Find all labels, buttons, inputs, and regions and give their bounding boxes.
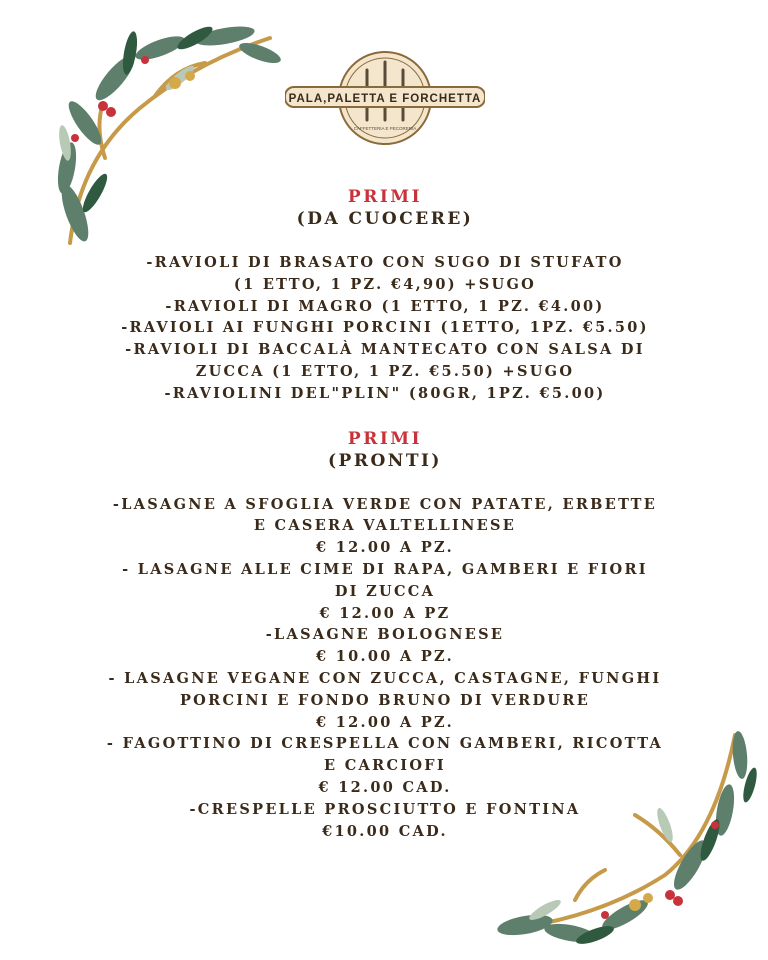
menu-line: € 12.00 A PZ xyxy=(319,604,451,622)
menu-line: -RAVIOLI DI BRASATO CON SUGO DI STUFATO xyxy=(146,254,624,271)
menu-line: - FAGOTTINO DI CRESPELLA CON GAMBERI, RICOTTA xyxy=(106,735,664,753)
menu-line: - LASAGNE ALLE CIME DI RAPA, GAMBERI E FIORI xyxy=(122,560,648,578)
menu-line: € 10.00 A PZ. xyxy=(315,648,455,666)
menu-line: € 12.00 CAD. xyxy=(318,778,452,796)
menu-line: €10.00 CAD. xyxy=(322,822,448,840)
menu-line: -RAVIOLI DI MAGRO (1 ETTO, 1 PZ. €4.00) xyxy=(165,297,605,315)
menu-line: -LASAGNE BOLOGNESE xyxy=(265,626,505,644)
menu-line: E CARCIOFI xyxy=(324,757,446,775)
garland-bottom-right-decoration xyxy=(485,715,768,960)
menu-line: -RAVIOLI DI BACCALÀ MANTECATO CON SALSA DI xyxy=(125,341,645,359)
menu-line: € 12.00 A PZ. xyxy=(315,713,455,731)
menu-line: ZUCCA (1 ETTO, 1 PZ. €5.50) +SUGO xyxy=(195,362,575,380)
section-title: PRIMI xyxy=(347,187,423,207)
menu-line: - LASAGNE VEGANE CON ZUCCA, CASTAGNE, FUNGHI xyxy=(108,669,662,687)
menu-line: -LASAGNE A SFOGLIA VERDE CON PATATE, ERBETTE xyxy=(112,495,658,513)
logo-text: PALA,PALETTA E FORCHETTA xyxy=(288,93,482,105)
menu-line: PORCINI E FONDO BRUNO DI VERDURE xyxy=(179,691,591,709)
section-subtitle: (DA CUOCERE) xyxy=(296,209,474,229)
menu-line: (1 ETTO, 1 PZ. €4,90) +SUGO xyxy=(233,275,537,293)
logo-subtext: CAFFETTERIA E PECORERIA xyxy=(353,126,417,131)
menu-line: € 12.00 A PZ. xyxy=(315,539,455,557)
section-title: PRIMI xyxy=(347,428,423,449)
section-primi-da-cuocere xyxy=(40,186,730,405)
menu-line: -RAVIOLI AI FUNGHI PORCINI (1ETTO, 1PZ. €5.50) xyxy=(121,319,649,337)
menu-line: E CASERA VALTELLINESE xyxy=(253,517,517,535)
section-subtitle: (PRONTI) xyxy=(328,450,442,471)
menu-line: -CRESPELLE PROSCIUTTO E FONTINA xyxy=(189,800,581,818)
menu-line: DI ZUCCA xyxy=(334,582,436,600)
menu-items-list xyxy=(40,252,730,405)
menu-line: -RAVIOLINI DEL"PLIN" (80GR, 1PZ. €5.00) xyxy=(164,384,606,402)
logo xyxy=(285,50,485,146)
